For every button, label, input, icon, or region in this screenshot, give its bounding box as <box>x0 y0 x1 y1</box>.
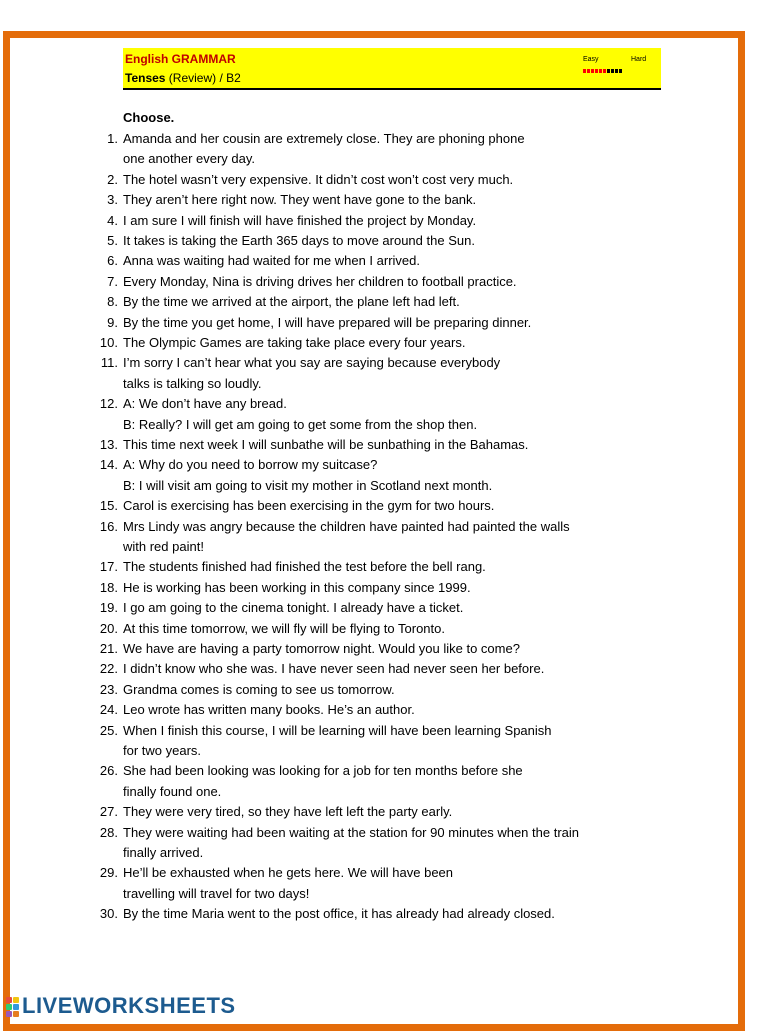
question-number: 13. <box>99 437 118 452</box>
question-number: 8. <box>107 294 118 310</box>
question-text-continued: one another every day. <box>123 151 256 167</box>
question-number: 1. <box>107 131 118 146</box>
question-text: He’ll be exhausted when he gets here. We will have been <box>123 865 454 881</box>
header-subtitle-topic: Tenses <box>125 71 166 85</box>
question-text: By the time we arrived at the airport, the plane left had left. <box>123 294 460 310</box>
question-number: 11. <box>100 355 118 371</box>
question-text: I go am going to the cinema tonight. I already have a ticket. <box>123 600 464 616</box>
question-number: 28. <box>99 824 118 840</box>
question-text: We have are having a party tomorrow night. Would you like to come? <box>123 641 520 656</box>
question-text: By the time Maria went to the post office, it has already had already closed. <box>123 906 555 922</box>
question-text: Mrs Lindy was angry because the children have painted had painted the walls <box>123 518 570 534</box>
question-number: 21. <box>99 641 118 656</box>
question-text-continued: finally found one. <box>123 783 222 799</box>
question-number: 10. <box>99 335 118 350</box>
question-text: They were waiting had been waiting at the station for 90 minutes when the train <box>123 824 579 840</box>
question-number: 16. <box>99 518 118 534</box>
liveworksheets-logo <box>6 993 236 1019</box>
question-number: 12. <box>99 396 118 412</box>
question-text: Leo wrote has written many books. He’s an author. <box>123 702 415 718</box>
difficulty-segment <box>595 69 598 73</box>
question-text: Every Monday, Nina is driving drives her children to football practice. <box>123 273 517 289</box>
question-text: Carol is exercising has been exercising in the gym for two hours. <box>123 498 495 514</box>
question-text: They were very tired, so they have left left the party early. <box>123 804 453 820</box>
question-number: 15. <box>99 498 118 514</box>
question-number: 25. <box>99 722 118 738</box>
question-number: 4. <box>107 212 118 228</box>
header-subtitle <box>125 71 241 85</box>
difficulty-meter <box>583 69 622 73</box>
question-number: 6. <box>107 253 118 269</box>
difficulty-segment <box>619 69 622 73</box>
question-number: 9. <box>107 314 118 330</box>
question-number: 17. <box>99 559 118 575</box>
question-text: The students finished had finished the test before the bell rang. <box>123 559 486 575</box>
logo-mark-icon <box>6 995 20 1017</box>
question-text: A: We don’t have any bread. <box>123 396 287 412</box>
question-text: The Olympic Games are taking take place every four years. <box>123 335 466 350</box>
question-text: I am sure I will finish will have finished the project by Monday. <box>123 212 477 228</box>
question-text-continued: finally arrived. <box>123 844 204 860</box>
header-subtitle-level: (Review) / B2 <box>165 71 241 85</box>
question-number: 26. <box>99 763 118 779</box>
question-text-continued: for two years. <box>123 742 202 758</box>
question-number: 20. <box>99 620 118 636</box>
question-number: 22. <box>99 661 118 677</box>
question-number: 7. <box>107 273 118 289</box>
question-text: Grandma comes is coming to see us tomorrow. <box>123 681 395 697</box>
question-text-continued: B: Really? I will get am going to get some from the shop then. <box>123 416 478 432</box>
question-text-continued: B: I will visit am going to visit my mother in Scotland next month. <box>123 477 493 493</box>
question-text: By the time you get home, I will have prepared will be preparing dinner. <box>123 314 532 330</box>
question-number: 2. <box>107 171 118 187</box>
difficulty-segment <box>583 69 586 73</box>
question-text: It takes is taking the Earth 365 days to move around the Sun. <box>123 233 475 248</box>
question-text: The hotel wasn’t very expensive. It didn’t cost won’t cost very much. <box>123 171 514 187</box>
question-text-continued: with red paint! <box>123 538 204 554</box>
question-text: Anna was waiting had waited for me when I arrived. <box>123 253 420 269</box>
question-number: 29. <box>99 865 118 881</box>
question-text: I’m sorry I can’t hear what you say are saying because everybody <box>123 355 501 371</box>
difficulty-segment <box>615 69 618 73</box>
difficulty-segment <box>611 69 614 73</box>
question-text-continued: travelling will travel for two days! <box>123 885 310 901</box>
question-text: I didn’t know who she was. I have never seen had never seen her before. <box>123 661 545 677</box>
difficulty-segment <box>591 69 594 73</box>
question-text-continued: talks is talking so loudly. <box>123 375 262 391</box>
question-text: She had been looking was looking for a job for ten months before she <box>123 763 523 779</box>
question-text: This time next week I will sunbathe will be sunbathing in the Bahamas. <box>123 437 529 452</box>
question-text: Amanda and her cousin are extremely close. They are phoning phone <box>123 131 525 146</box>
difficulty-hard-label: Hard <box>631 56 647 63</box>
difficulty-segment <box>599 69 602 73</box>
difficulty-segment <box>587 69 590 73</box>
worksheet-header <box>123 48 661 90</box>
question-number: 24. <box>99 702 118 718</box>
question-text: They aren’t here right now. They went have gone to the bank. <box>123 192 477 208</box>
question-text: A: Why do you need to borrow my suitcase? <box>123 457 378 473</box>
difficulty-segment <box>607 69 610 73</box>
question-text: He is working has been working in this company since 1999. <box>123 579 471 595</box>
difficulty-easy-label: Easy <box>583 56 599 63</box>
question-text: At this time tomorrow, we will fly will be flying to Toronto. <box>123 620 445 636</box>
logo-text: LIVEWORKSHEETS <box>22 993 236 1018</box>
question-number: 3. <box>107 192 118 208</box>
question-number: 27. <box>99 804 118 820</box>
header-title: English GRAMMAR <box>125 52 236 66</box>
question-text: When I finish this course, I will be learning will have been learning Spanish <box>123 722 552 738</box>
question-number: 5. <box>107 233 118 248</box>
question-number: 23. <box>99 681 118 697</box>
question-number: 14. <box>99 457 118 473</box>
question-number: 19. <box>99 600 118 616</box>
question-number: 30. <box>99 906 118 922</box>
difficulty-segment <box>603 69 606 73</box>
question-number: 18. <box>99 579 118 595</box>
instruction: Choose. <box>123 110 175 125</box>
